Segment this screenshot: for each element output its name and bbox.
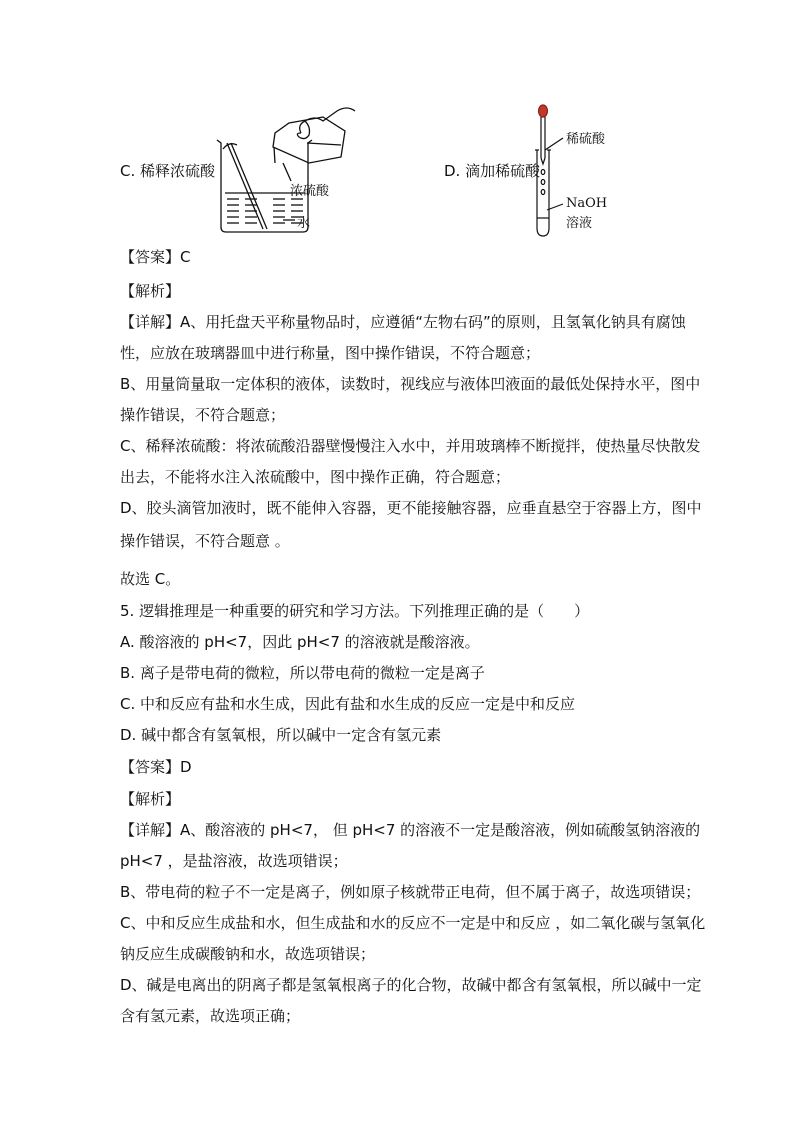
q4-detail-line: B、用量筒量取一定体积的液体，读数时，视线应与液体凹液面的最低处保持水平，图中	[120, 375, 701, 393]
q4-conclusion: 故选 C。	[120, 570, 181, 588]
q5-analysis-heading: 【解析】	[120, 790, 181, 808]
q5-detail-line: 【详解】A、酸溶液的 pH<7， 但 pH<7 的溶液不一定是酸溶液，例如硫酸氢钠溶液的	[120, 821, 701, 839]
q5-detail-line: 钠反应生成碳酸钠和水，故选项错误；	[120, 945, 376, 963]
q5-option-c: C. 中和反应有盐和水生成，因此有盐和水生成的反应一定是中和反应	[120, 695, 576, 713]
naoh-label: NaOH	[566, 196, 608, 211]
option-d-label: D. 滴加稀硫酸	[444, 162, 541, 180]
q5-detail-line: D、碱是电离出的阴离子都是氢氧根离子的化合物，故碱中都含有氢氧根，所以碱中一定	[120, 976, 702, 994]
q5-detail-line: pH<7 ，是盐溶液，故选项错误；	[120, 852, 348, 870]
solution-label: 溶液	[566, 216, 593, 231]
q4-detail-line: 操作错误，不符合题意；	[120, 406, 286, 424]
q4-analysis-heading: 【解析】	[120, 282, 181, 300]
q4-detail-line: 操作错误，不符合题意 。	[120, 532, 290, 550]
dilution-beaker-figure	[205, 105, 365, 235]
q5-option-d: D. 碱中都含有氢氧根，所以碱中一定含有氢元素	[120, 726, 442, 744]
q4-detail-line: 【详解】A、用托盘天平称量物品时，应遵循“左物右码”的原则，且氢氧化钠具有腐蚀	[120, 313, 686, 331]
q4-detail-line: C、稀释浓硫酸：将浓硫酸沿器壁慢慢注入水中，并用玻璃棒不断搅拌，使热量尽快散发	[120, 437, 701, 455]
q5-answer: 【答案】D	[120, 758, 192, 776]
q4-detail-line: 出去，不能将水注入浓硫酸中，图中操作正确，符合题意；	[120, 468, 511, 486]
conc-acid-label: 浓硫酸	[290, 184, 330, 199]
q5-option-a: A. 酸溶液的 pH<7，因此 pH<7 的溶液就是酸溶液。	[120, 633, 480, 651]
q4-answer: 【答案】C	[120, 248, 191, 266]
q5-option-b: B. 离子是带电荷的微粒，所以带电荷的微粒一定是离子	[120, 664, 485, 682]
q5-detail-line: C、中和反应生成盐和水，但生成盐和水的反应不一定是中和反应 ，如二氧化碳与氢氧化	[120, 914, 706, 932]
q5-detail-line: B、带电荷的粒子不一定是离子，例如原子核就带正电荷，但不属于离子，故选项错误；	[120, 883, 701, 901]
q4-detail-line: 性，应放在玻璃器皿中进行称量，图中操作错误，不符合题意；	[120, 344, 541, 362]
q5-stem: 5. 逻辑推理是一种重要的研究和学习方法。下列推理正确的是（ ）	[120, 602, 590, 620]
dilute-acid-label: 稀硫酸	[566, 132, 606, 147]
q4-detail-line: D、胶头滴管加液时，既不能伸入容器，更不能接触容器，应垂直悬空于容器上方，图中	[120, 499, 702, 517]
water-label: 水	[297, 216, 311, 231]
q5-detail-line: 含有氢元素，故选项正确；	[120, 1007, 301, 1025]
option-c-label: C. 稀释浓硫酸	[120, 162, 216, 180]
